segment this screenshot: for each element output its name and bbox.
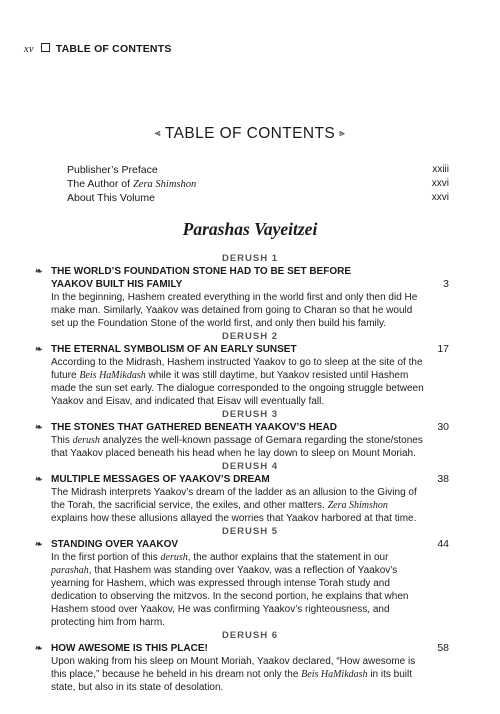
toc-entry[interactable] — [35, 538, 449, 629]
front-matter-label-italic: Zera Shimshon — [132, 179, 197, 190]
fleuron-icon: ❧ — [35, 474, 43, 484]
entry-page: 44 — [437, 538, 449, 550]
front-matter-page: xxvi — [431, 192, 449, 203]
entry-page: 17 — [437, 343, 449, 355]
entry-description-text: , the author explains that the statement in our — [187, 552, 389, 563]
running-head-title: TABLE OF CONTENTS — [55, 43, 172, 55]
running-head-page-number: xv — [24, 44, 34, 55]
derush-heading: DERUSH 3 — [221, 409, 279, 420]
toc-entry[interactable] — [35, 343, 449, 408]
entry-description-italic: derush — [72, 435, 100, 446]
entry-description — [51, 486, 449, 525]
entry-title — [35, 473, 449, 486]
entry-description — [51, 434, 449, 460]
front-matter-label-text: The Author of — [67, 178, 133, 190]
entry-title-line: STANDING OVER YAAKOV — [51, 539, 179, 550]
entry-description-text: , that Hashem was standing over Yaakov, was a reflection of Yaakov’s yearning for Hashem, which was expressed through intense Torah study and dedication to observing the mitzvos. In the second portion, he explains that when Hashem stood over Yaakov, He was confirming Yaakov’s righteousness, and protecting him from harm. — [51, 565, 409, 628]
parasha-title: Parashas Vayeitzei — [182, 219, 318, 239]
fleuron-icon: ❧ — [35, 266, 43, 276]
front-matter-item[interactable] — [67, 177, 449, 191]
entry-description-text: In the first portion of this — [51, 552, 161, 563]
entry-description — [51, 356, 449, 408]
entry-title-line: HOW AWESOME IS THIS PLACE! — [51, 643, 208, 654]
entry-description-italic: Beis HaMikdash — [79, 370, 146, 381]
entry-page: 58 — [437, 642, 449, 654]
running-head — [24, 43, 172, 55]
entry-description-text: According to the Midrash, Hashem instructed Yaakov to go to sleep at the site of the future — [51, 357, 423, 381]
derush-heading: DERUSH 4 — [221, 461, 279, 472]
entry-description-text: This — [51, 435, 73, 446]
front-matter-page: xxvi — [431, 178, 449, 189]
entry-page: 30 — [437, 421, 449, 433]
entry-description-text: Upon waking from his sleep on Mount Moriah, Yaakov declared, “How awesome is this place,” because he beheld in his dream not only the — [51, 656, 416, 680]
entry-description-text: while it was still daytime, but Yaakov resisted until Hashem made the sun set early. The dialogue corresponded to the ongoing struggle between Yaakov and Eisav, and indicated that Eisav will eventually fall. — [51, 370, 424, 407]
entry-description — [51, 655, 449, 694]
entry-description — [51, 551, 449, 629]
front-matter-item[interactable] — [67, 163, 449, 177]
toc-entry[interactable] — [35, 642, 449, 694]
toc-entry[interactable] — [35, 421, 449, 460]
entry-page: 3 — [443, 278, 449, 290]
derush-heading: DERUSH 1 — [221, 253, 279, 264]
front-matter-label: About This Volume — [67, 192, 155, 204]
entry-title-line: MULTIPLE MESSAGES OF YAAKOV’S DREAM — [51, 474, 270, 485]
entry-title-line: THE WORLD’S FOUNDATION STONE HAD TO BE SET BEFORE — [51, 266, 352, 277]
toc-entry[interactable] — [35, 265, 449, 330]
front-matter-item[interactable] — [67, 191, 449, 205]
entry-description-text: explains how these allusions allayed the worries that Yaakov harbored at that time. — [51, 513, 417, 524]
right-ornament-icon: ⫸ — [339, 128, 346, 139]
entry-description-text: in its built state, but also in its state of desolation. — [51, 669, 413, 693]
entry-title — [35, 538, 449, 551]
entry-description-text: In the beginning, Hashem created everything in the world first and only then did He make man. Similarly, Yaakov was detained from going to Charan so that he would set up the Foundation Stone of the world first, and only then build his family. — [51, 292, 418, 329]
fleuron-icon: ❧ — [35, 539, 43, 549]
entry-title — [35, 265, 449, 291]
front-matter-list — [67, 163, 449, 205]
entry-title-line: THE STONES THAT GATHERED BENEATH YAAKOV’S HEAD — [51, 422, 337, 433]
derush-list — [35, 252, 449, 694]
entry-description-text: analyzes the well-known passage of Gemara regarding the stone/stones that Yaakov placed beneath his head when he lay down to sleep on Mount Moriah. — [51, 435, 423, 459]
fleuron-icon: ❧ — [35, 344, 43, 354]
entry-title — [35, 642, 449, 655]
fleuron-icon: ❧ — [35, 422, 43, 432]
front-matter-page: xxiii — [432, 164, 449, 175]
entry-title — [35, 421, 449, 434]
front-matter-label — [67, 177, 196, 191]
entry-description-italic: derush — [160, 552, 188, 563]
entry-title — [35, 343, 449, 356]
entry-title-line: THE ETERNAL SYMBOLISM OF AN EARLY SUNSET — [51, 344, 297, 355]
entry-description-italic: parashah — [51, 565, 89, 576]
derush-heading: DERUSH 6 — [221, 630, 279, 641]
fleuron-icon: ❧ — [35, 643, 43, 653]
toc-title-block — [0, 125, 500, 143]
toc-entry[interactable] — [35, 473, 449, 525]
entry-title-line: YAAKOV BUILT HIS FAMILY — [51, 279, 183, 290]
derush-heading: DERUSH 5 — [221, 526, 279, 537]
derush-heading: DERUSH 2 — [221, 331, 279, 342]
page-title: TABLE OF CONTENTS — [164, 125, 336, 142]
left-ornament-icon: ⫷ — [154, 128, 161, 139]
front-matter-label: Publisher’s Preface — [67, 164, 158, 176]
square-ornament-icon — [41, 43, 50, 52]
entry-description-italic: Beis HaMikdash — [301, 669, 368, 680]
entry-page: 38 — [437, 473, 449, 485]
entry-description-italic: Zera Shimshon — [327, 500, 388, 511]
entry-description-text: The Midrash interprets Yaakov’s dream of the ladder as an allusion to the Giving of the Torah, the sacrificial service, the exiles, and other matters. — [51, 487, 417, 511]
